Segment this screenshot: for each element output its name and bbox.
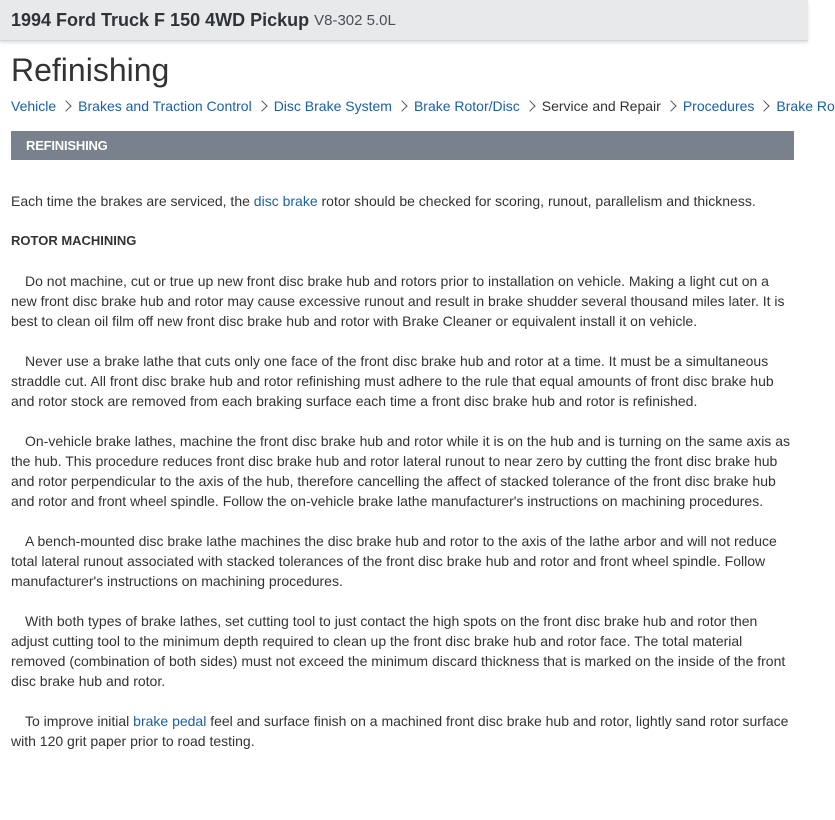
disc-brake-link[interactable]: disc brake bbox=[253, 193, 318, 209]
paragraph-text: To improve initial bbox=[25, 713, 134, 729]
paragraph: Do not machine, cut or true up new front disc brake hub and rotors prior to installation on vehicle. Making a light cut on a new front disc brake hub and rotor may cause excessive runout and result in brake shudder several thousand miles later. It is best to clean oil film off new front disc brake hub and rotor with Brake Cleaner or equivalent install it on vehicle. bbox=[11, 273, 785, 329]
breadcrumb-vehicle[interactable]: Vehicle bbox=[11, 98, 57, 114]
vehicle-engine: V8-302 5.0L bbox=[314, 11, 396, 29]
chevron-right-icon bbox=[524, 100, 535, 111]
intro-paragraph bbox=[11, 191, 796, 211]
paragraph: With both types of brake lathes, set cutting tool to just contact the high spots on the front disc brake hub and rotor then adjust cutting tool to the minimum depth required to clean up the front disc brake hub and rotor face. The total material removed (combination of both sides) must not exceed the minimum discard thickness that is marked on the inside of the front disc brake hub and rotor. bbox=[11, 613, 786, 689]
chevron-right-icon bbox=[759, 100, 770, 111]
breadcrumb-service-repair: Service and Repair bbox=[541, 98, 661, 114]
chevron-right-icon bbox=[396, 100, 407, 111]
breadcrumb bbox=[11, 96, 835, 116]
last-paragraph bbox=[11, 711, 796, 751]
section-heading-bar: REFINISHING bbox=[11, 131, 794, 160]
brake-pedal-link[interactable]: brake pedal bbox=[133, 713, 207, 729]
chevron-right-icon bbox=[256, 100, 267, 111]
vehicle-header bbox=[0, 0, 808, 41]
subheading: ROTOR MACHINING bbox=[11, 233, 137, 248]
page-title: Refinishing bbox=[11, 52, 170, 88]
breadcrumb-procedures[interactable]: Procedures bbox=[682, 98, 755, 114]
vehicle-name: 1994 Ford Truck F 150 4WD Pickup bbox=[11, 9, 310, 30]
article-content bbox=[11, 191, 796, 771]
paragraph: A bench-mounted disc brake lathe machines the disc brake hub and rotor to the axis of the lathe arbor and will not reduce total lateral runout associated with stacked tolerances of the front disc brake hub and rotor and front wheel spindle. Follow manufacturer's instructions on machining procedures. bbox=[11, 533, 777, 589]
intro-text-after: rotor should be checked for scoring, runout, parallelism and thickness. bbox=[317, 193, 756, 209]
breadcrumb-brake-rotor-truncated[interactable]: Brake Ro bbox=[776, 98, 835, 114]
breadcrumb-disc-brake-system[interactable]: Disc Brake System bbox=[273, 98, 392, 114]
chevron-right-icon bbox=[60, 100, 71, 111]
breadcrumb-brakes-traction[interactable]: Brakes and Traction Control bbox=[78, 98, 252, 114]
breadcrumb-brake-rotor[interactable]: Brake Rotor/Disc bbox=[413, 98, 520, 114]
paragraph-text-after: feel and surface finish on a machined front disc brake hub and rotor, lightly sand rotor surface with 120 grit paper prior to road testing. bbox=[11, 713, 789, 749]
paragraph: On-vehicle brake lathes, machine the front disc brake hub and rotor while it is on the hub and is turning on the same axis as the hub. This procedure reduces front disc brake hub and rotor lateral runout to near zero by cutting the front disc brake hub and rotor perpendicular to the axis of the hub, therefore cancelling the affect of stacked tolerance of the front disc brake hub and rotor and front wheel spindle. Follow the on-vehicle brake lathe manufacturer's instructions on machining procedures. bbox=[11, 433, 790, 509]
chevron-right-icon bbox=[665, 100, 676, 111]
paragraph: Never use a brake lathe that cuts only one face of the front disc brake hub and rotor at a time. It must be a simultaneous straddle cut. All front disc brake hub and rotor refinishing must adhere to the rule that equal amounts of front disc brake hub and rotor stock are removed from each braking surface each time a front disc brake hub and rotor is refinished. bbox=[11, 353, 774, 409]
intro-text: Each time the brakes are serviced, the bbox=[11, 193, 254, 209]
